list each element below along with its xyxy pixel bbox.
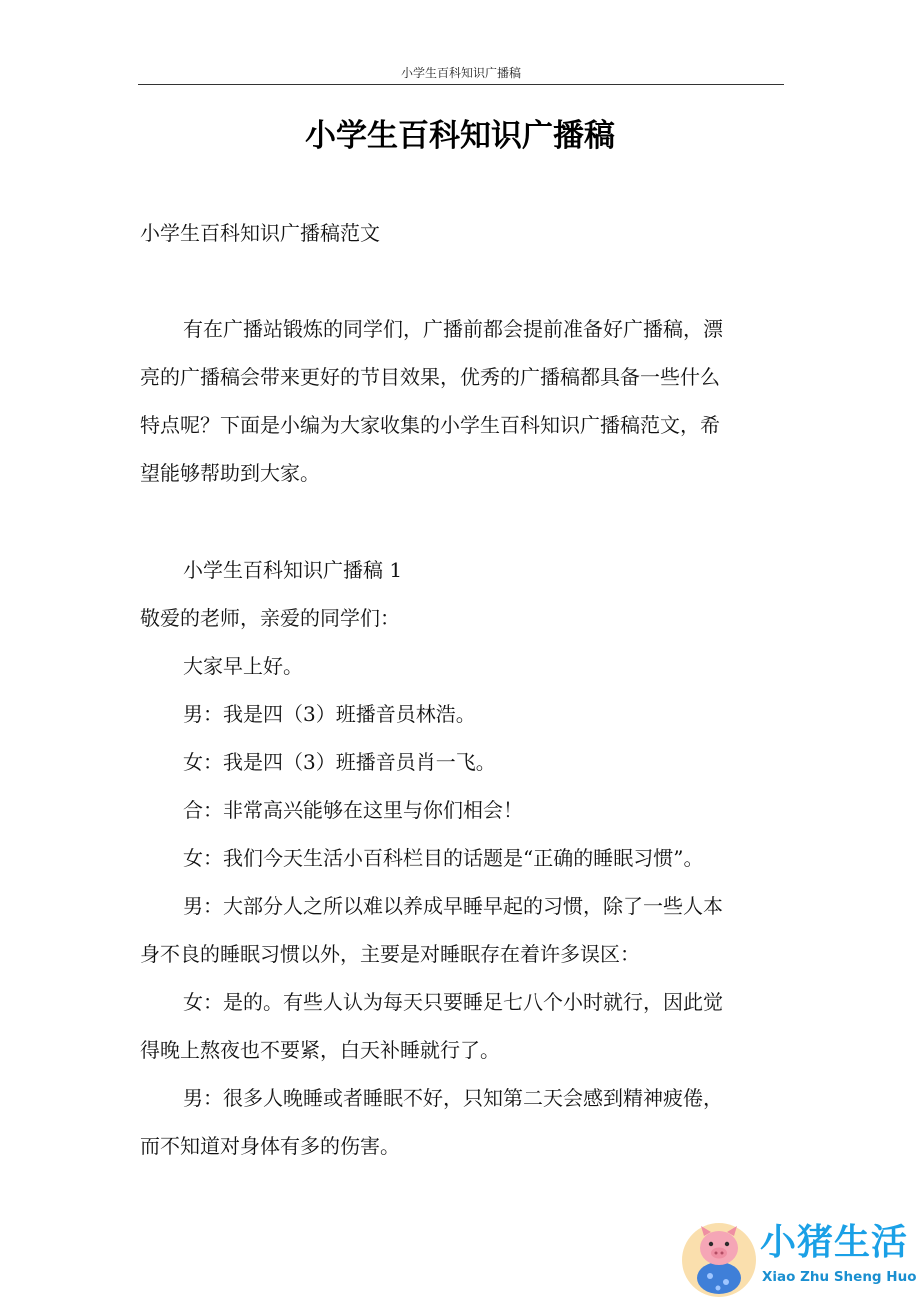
body-line: 女：我们今天生活小百科栏目的话题是“正确的睡眠习惯”。 xyxy=(183,846,704,870)
brand-watermark xyxy=(680,1216,920,1302)
body-line: 得晚上熬夜也不要紧，白天补睡就行了。 xyxy=(140,1038,500,1062)
intro-line: 有在广播站锻炼的同学们，广播前都会提前准备好广播稿，漂 xyxy=(183,317,723,341)
document-title: 小学生百科知识广播稿 xyxy=(305,118,615,154)
salutation: 敬爱的老师，亲爱的同学们： xyxy=(140,606,400,630)
body-line: 身不良的睡眠习惯以外，主要是对睡眠存在着许多误区： xyxy=(140,942,640,966)
running-header: 小学生百科知识广播稿 xyxy=(400,66,521,80)
body-line: 女：我是四（3）班播音员肖一飞。 xyxy=(183,750,496,774)
document-subtitle: 小学生百科知识广播稿范文 xyxy=(140,221,380,245)
body-line: 女：是的。有些人认为每天只要睡足七八个小时就行，因此觉 xyxy=(183,990,723,1014)
body-line: 而不知道对身体有多的伤害。 xyxy=(140,1134,400,1158)
pig-mascot-icon xyxy=(680,1218,758,1300)
brand-name: 小猪生活 xyxy=(760,1222,909,1263)
body-line: 男：很多人晚睡或者睡眠不好，只知第二天会感到精神疲倦， xyxy=(183,1086,723,1110)
body-line: 合：非常高兴能够在这里与你们相会！ xyxy=(183,798,523,822)
intro-line: 亮的广播稿会带来更好的节目效果，优秀的广播稿都具备一些什么 xyxy=(140,365,720,389)
section-heading: 小学生百科知识广播稿 1 xyxy=(183,558,403,582)
header-rule xyxy=(138,84,784,85)
body-line: 大家早上好。 xyxy=(183,654,303,678)
brand-subtitle: Xiao Zhu Sheng Huo xyxy=(762,1269,917,1285)
intro-line: 特点呢？下面是小编为大家收集的小学生百科知识广播稿范文，希 xyxy=(140,413,720,437)
body-line: 男：大部分人之所以难以养成早睡早起的习惯，除了一些人本 xyxy=(183,894,723,918)
body-line: 男：我是四（3）班播音员林浩。 xyxy=(183,702,476,726)
intro-line: 望能够帮助到大家。 xyxy=(140,461,320,485)
